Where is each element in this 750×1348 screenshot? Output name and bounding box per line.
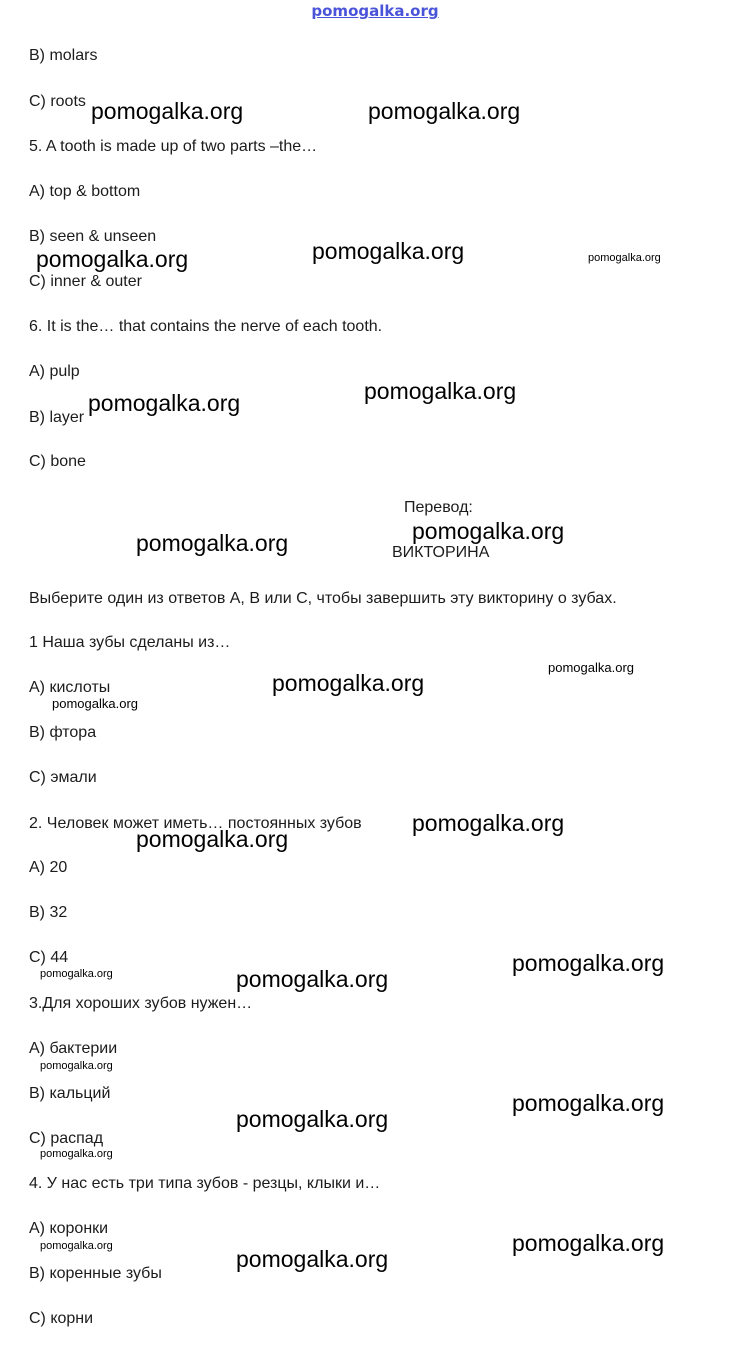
q5-option-c: C) inner & outer [29,273,142,290]
watermark-text: pomogalka.org [512,1230,665,1256]
q6-option-b: B) layer [29,409,85,426]
q5-option-a: A) top & bottom [29,183,141,200]
watermark-text: pomogalka.org [512,950,665,976]
watermark-text: pomogalka.org [588,252,661,264]
ru-q3-option-a: A) бактерии [29,1040,118,1057]
watermark-text: pomogalka.org [40,968,113,980]
watermark-text: pomogalka.org [412,518,565,544]
watermark-text: pomogalka.org [236,1106,389,1132]
ru-q3-option-b: B) кальций [29,1085,111,1102]
watermark-text: pomogalka.org [364,378,517,404]
watermark-text: pomogalka.org [40,1148,113,1160]
translation-heading: Перевод: [404,499,473,516]
ru-q1-option-b: B) фтора [29,724,97,741]
watermark-text: pomogalka.org [236,1246,389,1272]
watermark-text: pomogalka.org [91,98,244,124]
q5-question: 5. A tooth is made up of two parts –the… [29,138,318,155]
site-header-link[interactable]: pomogalka.org [311,2,439,20]
watermark-text: pomogalka.org [88,390,241,416]
ru-q3-question: 3.Для хороших зубов нужен… [29,995,253,1012]
ru-q4-question: 4. У нас есть три типа зубов - резцы, клыки и… [29,1175,381,1192]
watermark-text: pomogalka.org [136,530,289,556]
ru-q2-question: 2. Человек может иметь… постоянных зубов [29,815,362,832]
ru-q2-option-b: B) 32 [29,904,68,921]
watermark-text: pomogalka.org [36,246,189,272]
q6-option-a: A) pulp [29,363,80,380]
ru-q4-option-b: B) коренные зубы [29,1265,162,1282]
ru-q2-option-c: C) 44 [29,949,69,966]
watermark-text: pomogalka.org [512,1090,665,1116]
watermark-text: pomogalka.org [412,810,565,836]
ru-q3-option-c: C) распад [29,1130,104,1147]
q4-option-b: B) molars [29,47,98,64]
watermark-text: pomogalka.org [40,1060,113,1072]
watermark-text: pomogalka.org [40,1240,113,1252]
ru-q4-option-c: C) корни [29,1310,94,1327]
watermark-text: pomogalka.org [548,660,634,675]
ru-q1-question: 1 Наша зубы сделаны из… [29,634,231,651]
q6-question: 6. It is the… that contains the nerve of each tooth. [29,318,383,335]
ru-q1-option-a: A) кислоты [29,679,111,696]
quiz-instruction: Выберите один из ответов A, B или C, чтобы завершить эту викторину о зубах. [29,590,617,607]
watermark-text: pomogalka.org [272,670,425,696]
quiz-title: ВИКТОРИНА [392,544,490,561]
watermark-text: pomogalka.org [236,966,389,992]
q6-option-c: C) bone [29,453,86,470]
ru-q2-option-a: A) 20 [29,859,68,876]
watermark-text: pomogalka.org [52,696,138,711]
watermark-text: pomogalka.org [368,98,521,124]
watermark-text: pomogalka.org [312,238,465,264]
ru-q4-option-a: A) коронки [29,1220,109,1237]
ru-q1-option-c: C) эмали [29,769,97,786]
q5-option-b: B) seen & unseen [29,228,157,245]
q4-option-c: C) roots [29,93,86,110]
watermark-text: pomogalka.org [136,826,289,852]
